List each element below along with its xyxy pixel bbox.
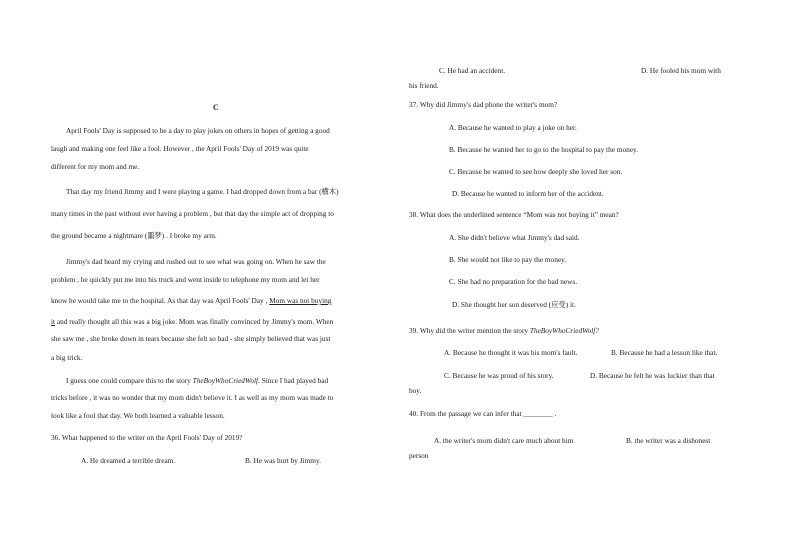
question-37-stem: 37. Why did Jimmy's dad phone the writer's mom? <box>409 100 558 109</box>
passage-line: many times in the past without ever having a problem , but that day the simple act of dropping to <box>51 209 334 218</box>
question-36-option-d-cont: his friend. <box>409 81 439 90</box>
passage-text: Since I had played bad <box>261 376 329 385</box>
question-36-option-a: A. He dreamed a terrible dream. <box>81 456 176 465</box>
question-40-option-b: B. the writer was a dishonest <box>626 436 711 445</box>
passage-line: tricks before , it was no wonder that my mom didn't believe it. I as well as my mom was made to <box>51 393 334 402</box>
story-title: TheBoyWhoCriedWolf. <box>192 376 260 385</box>
question-37-option-c: C. Because he wanted to see how deeply she loved her son. <box>449 167 623 176</box>
question-37-option-b: B. Because he wanted her to go to the hospital to pay the money. <box>449 145 638 154</box>
passage-line: the ground became a nightmare (噩梦) . I broke my arm. <box>51 231 217 240</box>
passage-line: she saw me , she broke down in tears because she felt so bad - she simply believed that was just <box>51 334 331 343</box>
question-39-option-a: A. Because he thought it was his mom's fault. <box>444 348 578 357</box>
question-39-option-d-cont: boy. <box>409 386 422 395</box>
underlined-sentence: Mom was not buying <box>269 296 332 305</box>
passage-text: and really thought all this was a big joke. Mom was finally convinced by Jimmy's mom. When <box>56 317 334 326</box>
question-37-option-a: A. Because he wanted to play a joke on her. <box>449 123 577 132</box>
question-38-stem: 38. What does the underlined sentence “Mom was not buying it” mean? <box>409 210 619 219</box>
question-38-option-a: A. She didn't believe what Jimmy's dad said. <box>449 233 580 242</box>
passage-line <box>51 317 333 326</box>
question-36-option-b: B. He was hurt by Jimmy. <box>245 456 321 465</box>
question-40-option-b-cont: person <box>409 451 429 460</box>
question-38-option-d: D. She thought her son deserved (应受) it. <box>452 300 576 309</box>
passage-line: That day my friend Jimmy and I were playing a game. I had dropped down from a bar (横木) <box>66 187 339 196</box>
passage-line: look like a fool that day. We both learned a valuable lesson. <box>51 411 225 420</box>
question-38-option-c: C. She had no preparation for the bad news. <box>449 277 578 286</box>
question-39-option-b: B. Because he had a lesson like that. <box>611 348 718 357</box>
passage-line: April Fools' Day is supposed to be a day to play jokes on others in hopes of getting a good <box>66 126 330 135</box>
underlined-sentence-end: it <box>51 317 56 326</box>
question-38-option-b: B. She would not like to pay the money. <box>449 255 567 264</box>
question-36-option-c: C. He had an accident. <box>439 66 506 75</box>
passage-line: Jimmy's dad heard my crying and rushed out to see what was going on. When he saw the <box>66 257 326 266</box>
question-40-stem: 40. From the passage we can infer that ________ . <box>409 409 557 418</box>
question-36-stem: 36. What happened to the writer on the April Fools' Day of 2019? <box>51 433 243 442</box>
question-36-option-d: D. He fooled his mom with <box>641 66 721 75</box>
question-40-option-a: A. the writer's mom didn't care much about him <box>434 436 574 445</box>
question-39-stem <box>409 326 599 335</box>
passage-title: C <box>213 103 219 112</box>
question-39-option-d: D. Because he felt he was luckier than that <box>590 371 715 380</box>
story-title: TheBoyWhoCriedWolf? <box>529 326 599 335</box>
passage-line: laugh and making one feel like a fool. However , the April Fools' Day of 2019 was quite <box>51 144 309 153</box>
question-37-option-d: D. Because he wanted to inform her of the accident. <box>452 189 604 198</box>
passage-line: problem , he quickly put me into his truck and went inside to telephone my mom and let her <box>51 275 320 284</box>
passage-line <box>51 296 331 305</box>
passage-text: I guess one could compare this to the story <box>66 376 191 385</box>
passage-line: a big trick. <box>51 353 83 362</box>
question-39-stem-text: 39. Why did the writer mention the story <box>409 326 529 335</box>
passage-text: know he would take me to the hospital. As that day was April Fools' Day , <box>51 296 268 305</box>
passage-line: different for my mom and me. <box>51 162 140 171</box>
passage-line <box>66 376 328 385</box>
question-39-option-c: C. Because he was proud of his story. <box>444 371 554 380</box>
